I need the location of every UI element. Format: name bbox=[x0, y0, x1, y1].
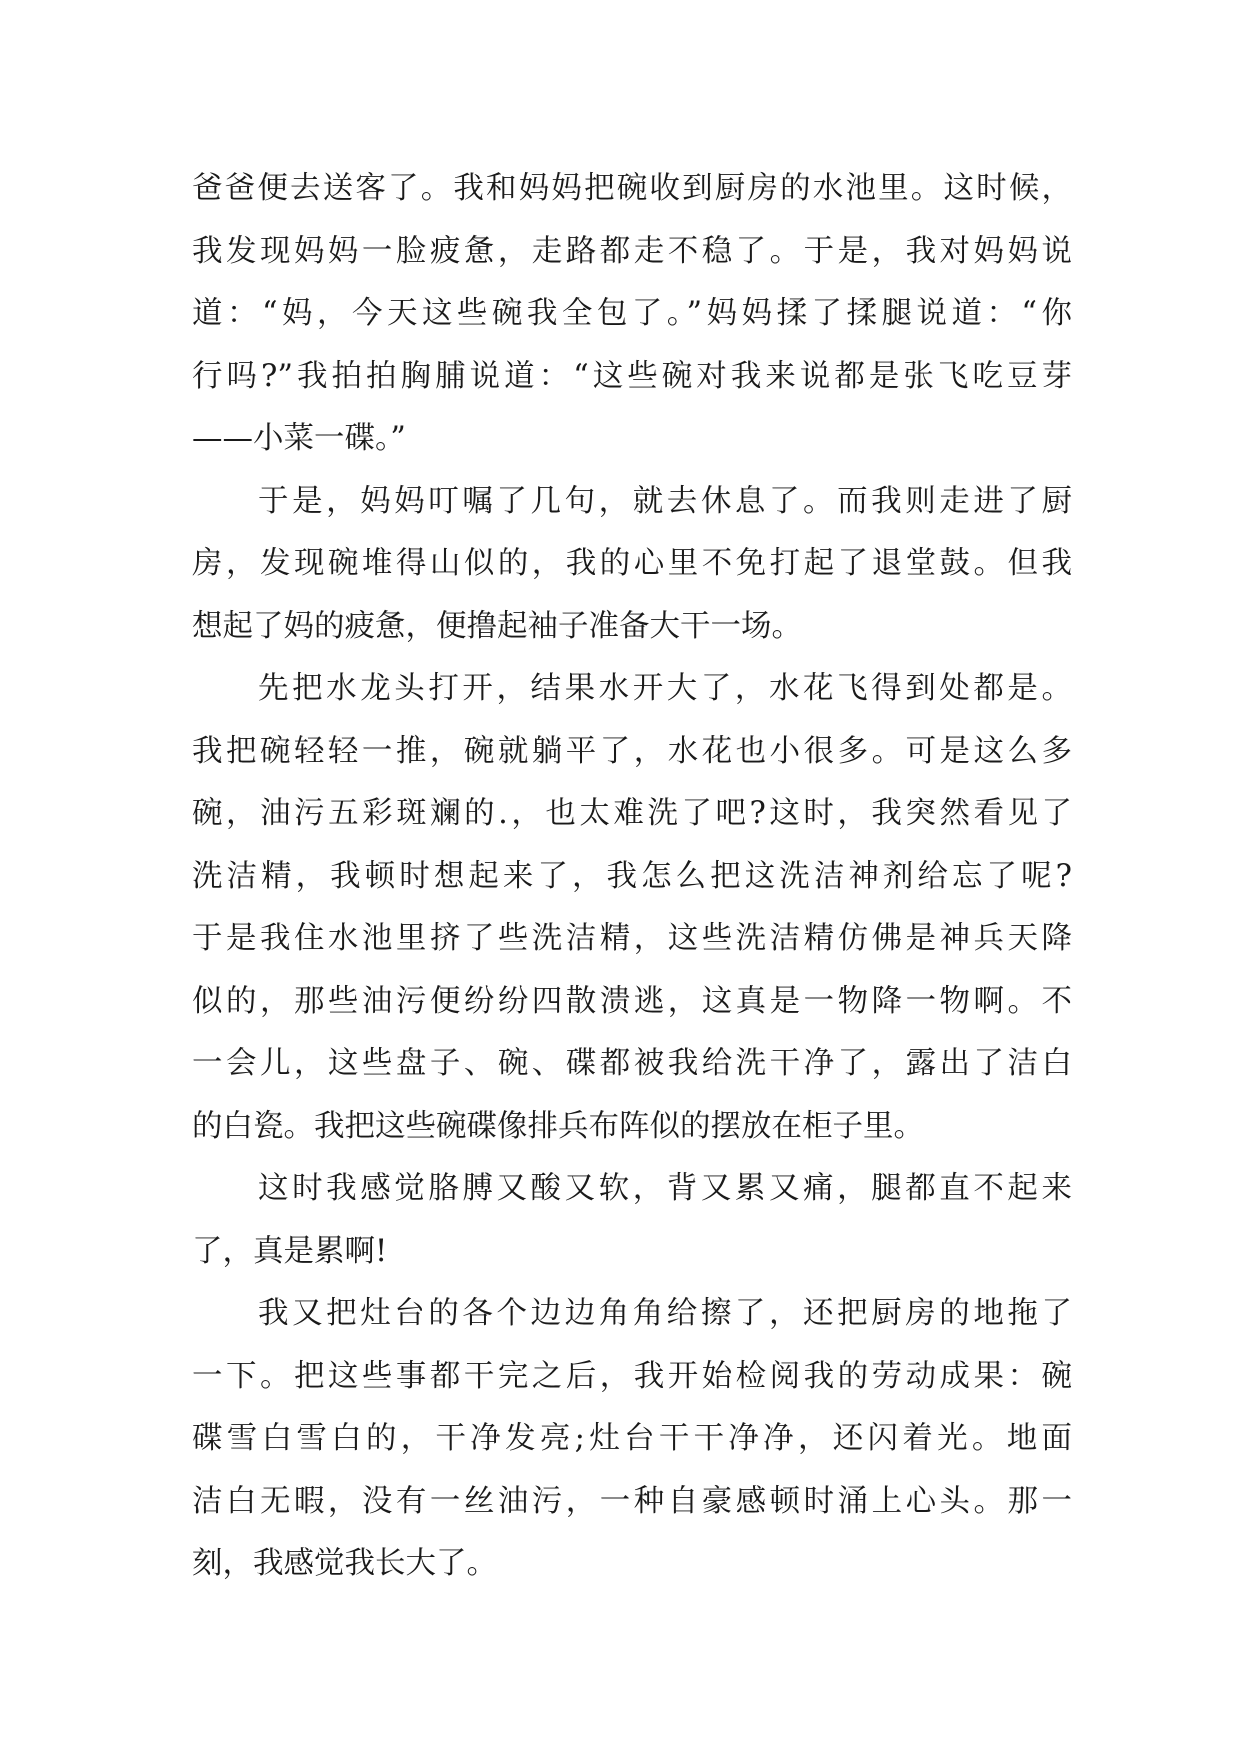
text-line: 一下。把这些事都干完之后，我开始检阅我的劳动成果：碗 bbox=[192, 1358, 1072, 1394]
paragraph-first-line: 我又把灶台的各个边边角角给擦了，还把厨房的地拖了 bbox=[258, 1296, 1072, 1331]
paragraph-first-line: 这时我感觉胳膊又酸又软，背又累又痛，腿都直不起来 bbox=[258, 1171, 1072, 1206]
text-line: 行吗?”我拍拍胸脯说道：“这些碗对我来说都是张飞吃豆芽 bbox=[192, 358, 1072, 394]
text-line: 洁白无暇，没有一丝油污，一种自豪感顿时涌上心头。那一 bbox=[192, 1483, 1072, 1519]
paragraph-first-line: 于是，妈妈叮嘱了几句，就去休息了。而我则走进了厨 bbox=[258, 483, 1072, 519]
text-line: 了，真是累啊! bbox=[192, 1233, 388, 1269]
text-line: 道：“妈，今天这些碗我全包了。”妈妈揉了揉腿说道：“你 bbox=[192, 296, 1072, 331]
text-line: 我把碗轻轻一推，碗就躺平了，水花也小很多。可是这么多 bbox=[192, 733, 1072, 769]
text-line: 洗洁精，我顿时想起来了，我怎么把这洗洁神剂给忘了呢? bbox=[192, 858, 1072, 894]
essay-body bbox=[192, 158, 1072, 1596]
text-line: 我发现妈妈一脸疲惫，走路都走不稳了。于是，我对妈妈说 bbox=[192, 233, 1072, 269]
text-line: 碗，油污五彩斑斓的.，也太难洗了吧?这时，我突然看见了 bbox=[192, 796, 1072, 831]
text-line: 房，发现碗堆得山似的，我的心里不免打起了退堂鼓。但我 bbox=[192, 546, 1072, 581]
text-line: 一会儿，这些盘子、碗、碟都被我给洗干净了，露出了洁白 bbox=[192, 1046, 1072, 1081]
text-line: 于是我住水池里挤了些洗洁精，这些洗洁精仿佛是神兵天降 bbox=[192, 921, 1072, 956]
paragraph-first-line: 先把水龙头打开，结果水开大了，水花飞得到处都是。 bbox=[258, 671, 1072, 706]
text-line: 爸爸便去送客了。我和妈妈把碗收到厨房的水池里。这时候， bbox=[192, 171, 1072, 206]
text-line: 的白瓷。我把这些碗碟像排兵布阵似的摆放在柜子里。 bbox=[192, 1108, 924, 1144]
text-line: 碟雪白雪白的，干净发亮;灶台干干净净，还闪着光。地面 bbox=[192, 1421, 1072, 1456]
text-line: 想起了妈的疲惫，便撸起袖子准备大干一场。 bbox=[192, 608, 802, 644]
text-line: 似的，那些油污便纷纷四散溃逃，这真是一物降一物啊。不 bbox=[192, 983, 1072, 1019]
text-line: 刻，我感觉我长大了。 bbox=[192, 1546, 497, 1581]
text-line: ——小菜一碟。” bbox=[192, 421, 406, 456]
